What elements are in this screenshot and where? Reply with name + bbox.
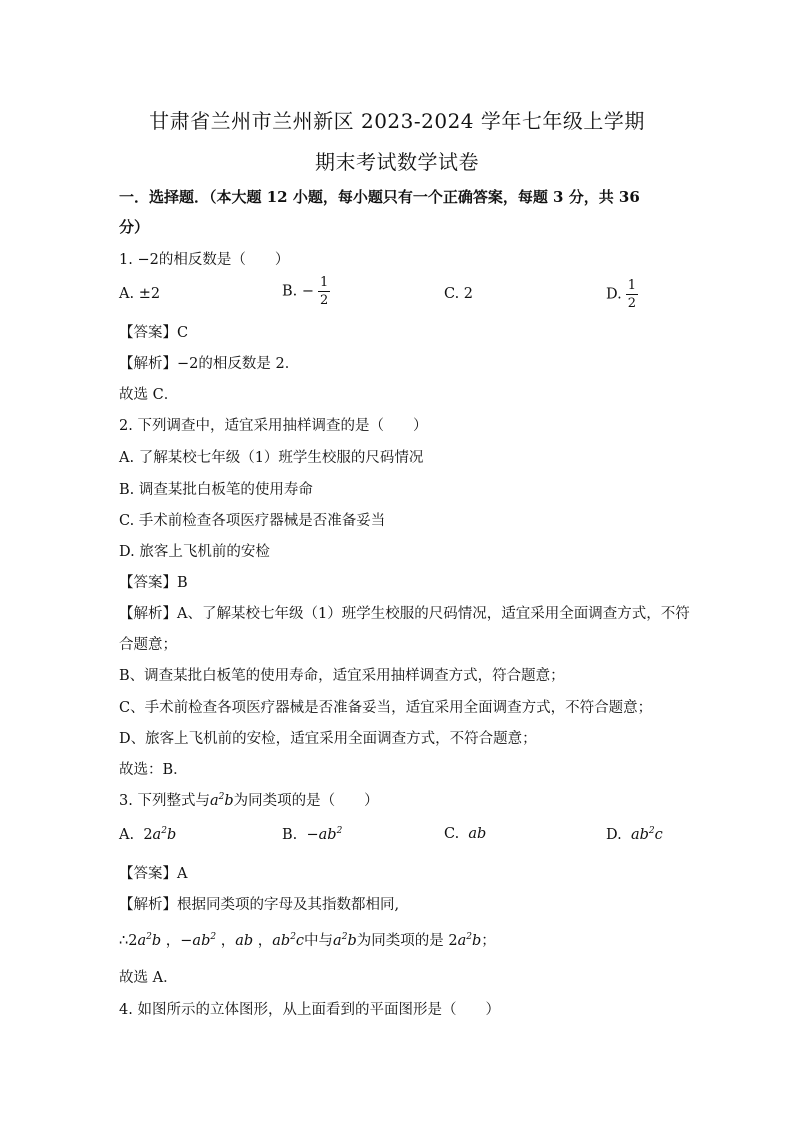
q1-analysis: 【解析】−2的相反数是 2． <box>119 356 300 372</box>
q3-option-d-label: D. <box>606 826 622 843</box>
q3-option-b-label: B. <box>282 826 298 843</box>
q3-option-c-label: C. <box>444 826 460 842</box>
q3-option-c-term: ab <box>468 826 487 842</box>
q3-option-b-term: $-ab^2$ <box>306 826 343 843</box>
q3-deduction-end: ； <box>481 933 496 949</box>
q2-analysis-d: D、旅客上飞机前的安检，适宜采用全面调查方式，不符合题意； <box>119 731 537 747</box>
q1-option-b-prefix: B. − <box>282 283 315 300</box>
q3-analysis: 【解析】根据同类项的字母及其指数都相同, <box>119 897 400 913</box>
q2-answer: 【答案】B <box>119 575 188 591</box>
q3-stem-term: $a^2b$ <box>209 792 234 809</box>
q2-option-d: D. 旅客上飞机前的安检 <box>119 544 270 560</box>
q2-option-c: C. 手术前检查各项医疗器械是否准备妥当 <box>119 513 386 529</box>
q2-analysis-c: C、手术前检查各项医疗器械是否准备妥当，适宜采用全面调查方式，不符合题意； <box>119 700 653 716</box>
q1-option-b-fraction <box>318 276 330 307</box>
therefore-symbol: ∴ <box>119 933 129 949</box>
q2-option-b: B. 调查某批白板笔的使用寿命 <box>119 482 313 498</box>
q1-option-b-denominator: 2 <box>320 293 329 308</box>
q1-option-d-numerator: 1 <box>627 278 636 293</box>
section-heading-line2: 分） <box>119 218 150 236</box>
q4-stem: 4. 如图所示的立体图形，从上面看到的平面图形是（ ） <box>119 1002 500 1018</box>
q2-conclusion: 故选：B． <box>119 762 188 778</box>
q3-answer: 【答案】A <box>119 866 188 882</box>
q2-analysis-b: B、调查某批白板笔的使用寿命，适宜采用抽样调查方式，符合题意； <box>119 668 565 684</box>
q1-stem: 1. −2的相反数是（ ） <box>119 252 290 268</box>
q2-analysis-a-line1: 【解析】A、了解某校七年级（1）班学生校服的尺码情况，适宜采用全面调查方式，不符 <box>119 606 690 622</box>
q3-option-a-label: A. <box>119 826 135 843</box>
q3-option-a-term: $2a^2b$ <box>143 826 177 843</box>
q3-option-c <box>444 826 486 842</box>
page-title-line1: 甘肃省兰州市兰州新区 2023-2024 学年七年级上学期 <box>149 109 645 133</box>
q2-analysis-a-line2: 合题意； <box>119 637 177 653</box>
q1-answer: 【答案】C <box>119 325 189 341</box>
q3-deduction <box>119 929 496 950</box>
q3-option-d <box>606 826 663 843</box>
q1-option-d-denominator: 2 <box>627 296 636 311</box>
q1-option-d-prefix: D. <box>606 286 622 303</box>
q3-deduction-mid: 中与 <box>304 933 334 949</box>
q1-option-b <box>282 276 330 307</box>
q1-option-d <box>606 279 638 310</box>
q3-stem-post: 为同类项的是（ ） <box>233 793 379 809</box>
q1-option-b-numerator: 1 <box>320 275 329 290</box>
page-title-line2: 期末考试数学试卷 <box>315 150 479 174</box>
q1-option-a: A. ±2 <box>119 286 161 302</box>
q3-stem <box>119 789 379 810</box>
q1-option-d-fraction <box>626 279 638 310</box>
q3-deduction-target: $a^2b$ <box>333 932 357 949</box>
q3-option-a <box>119 826 176 843</box>
q3-deduction-post: 为同类项的是 <box>356 933 444 949</box>
q2-option-a: A. 了解某校七年级（1）班学生校服的尺码情况 <box>119 450 424 466</box>
q3-deduction-terms: $2a^2b$ ，$-ab^2$ ，ab ，$ab^2c$ <box>128 932 305 949</box>
q3-option-d-term: $ab^2c$ <box>630 826 663 843</box>
q2-stem: 2. 下列调查中，适宜采用抽样调查的是（ ） <box>119 418 428 434</box>
q3-option-b <box>282 826 342 843</box>
q3-deduction-result: $2a^2b$ <box>448 932 482 949</box>
q3-conclusion: 故选 A． <box>119 970 178 986</box>
q1-option-c: C. 2 <box>444 286 474 302</box>
q3-stem-pre: 3. 下列整式与 <box>119 793 210 809</box>
q1-conclusion: 故选 C． <box>119 387 179 403</box>
section-heading-line1: 一．选择题．（本大题 12 小题，每小题只有一个正确答案，每题 3 分，共 36 <box>119 188 640 206</box>
